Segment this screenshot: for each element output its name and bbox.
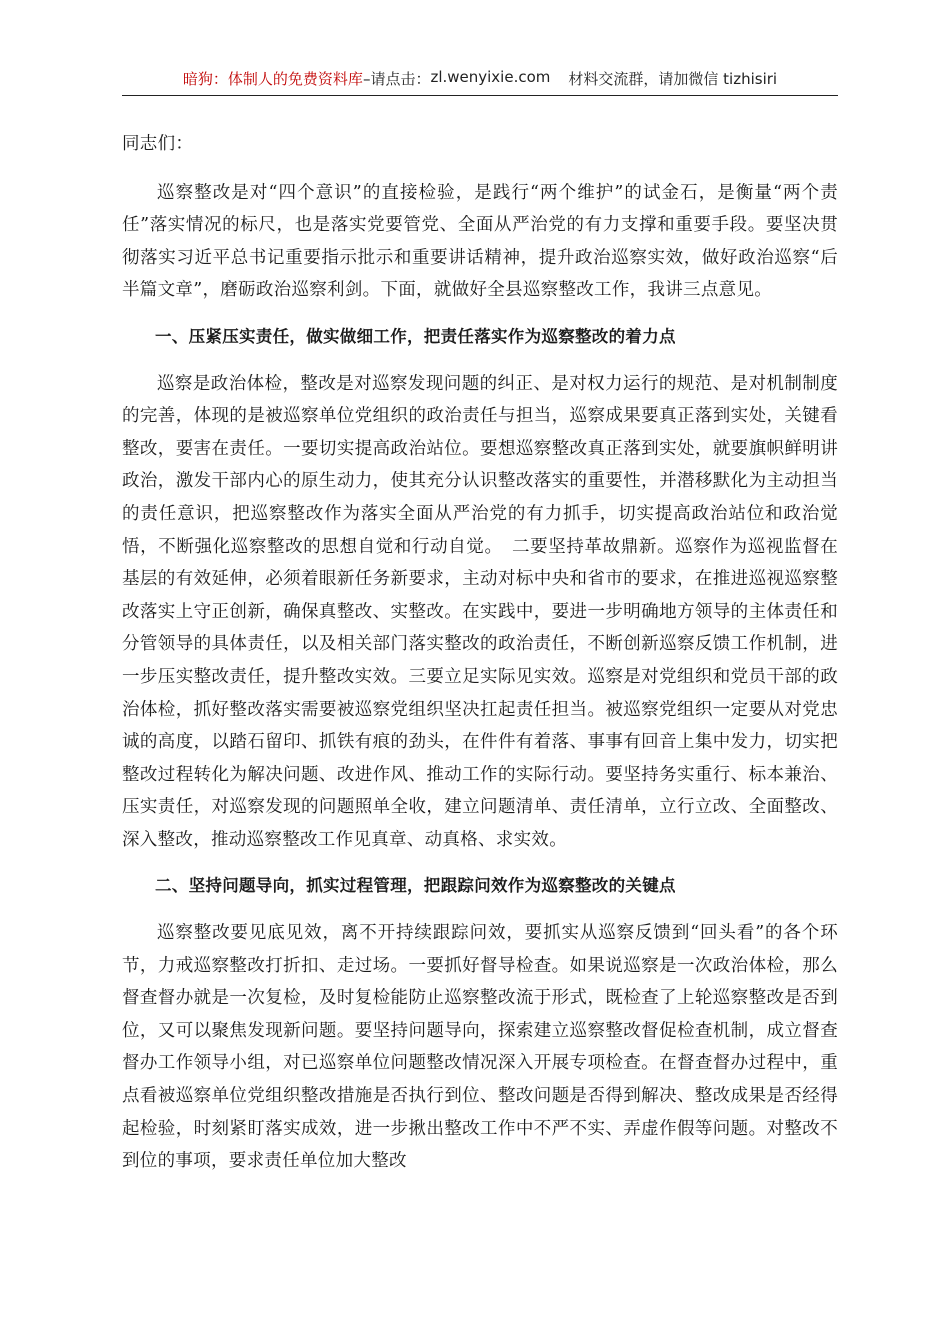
document-body (122, 128, 838, 1192)
header-click-prompt: –请点击： (362, 70, 431, 88)
section-1-heading: 一、压紧压实责任，做实做细工作，把责任落实作为巡察整改的着力点 (155, 326, 676, 346)
section-1-paragraph: 巡察是政治体检，整改是对巡察发现问题的纠正、是对权力运行的规范、是对机制制度的完善，体现的是被巡察单位党组织的政治责任与担当，巡察成果要真正落到实处，关键看整改，要害在责任。一要切实提高政治站位。要想巡察整改真正落到实处，就要旗帜鲜明讲政治，激发干部内心的原生动力，使其充分认识整改落实的重要性，并潜移默化为主动担当的责任意识，把巡察整改作为落实全面从严治党的有力抓手，切实提高政治站位和政治觉悟，不断强化巡察整改的思想自觉和行动自觉。 二要坚持革故鼎新。巡察作为巡视监督在基层的有效延伸，必须着眼新任务新要求，主动对标中央和省市的要求，在推进巡视巡察整改落实上守正创新，确保真整改、实整改。在实践中，要进一步明确地方领导的主体责任和分管领导的具体责任，以及相关部门落实整改的政治责任，不断创新巡察反馈工作机制，进一步压实整改责任，提升整改实效。三要立足实际见实效。巡察是对党组织和党员干部的政治体检，抓好整改落实需要被巡察党组织坚决扛起责任担当。被巡察党组织一定要从对党忠诚的高度，以踏石留印、抓铁有痕的劲头，在件件有着落、事事有回音上集中发力，切实把整改过程转化为解决问题、改进作风、推动工作的实际行动。要坚持务实重行、标本兼治、压实责任，对巡察发现的问题照单全收，建立问题清单、责任清单，立行立改、全面整改、深入整改，推动巡察整改工作见真章、动真格、求实效。 (122, 373, 838, 850)
header-site-name: 暗狗：体制人的免费资料库 (182, 70, 363, 88)
section-2-heading: 二、坚持问题导向，抓实过程管理，把跟踪问效作为巡察整改的关键点 (155, 876, 676, 896)
section-2-paragraph: 巡察整改要见底见效，离不开持续跟踪问效，要抓实从巡察反馈到“回头看”的各个环节，力戒巡察整改打折扣、走过场。一要抓好督导检查。如果说巡察是一次政治体检，那么督查督办就是一次复检，及时复检能防止巡察整改流于形式，既检查了上轮巡察整改是否到位，又可以聚焦发现新问题。要坚持问题导向，探索建立巡察整改督促检查机制，成立督查督办工作领导小组，对已巡察单位问题整改情况深入开展专项检查。在督查督办过程中，重点看被巡察单位党组织整改措施是否执行到位、整改问题是否得到解决、整改成果是否经得起检验，时刻紧盯落实成效，进一步揪出整改工作中不严不实、弄虚作假等问题。对整改不到位的事项，要求责任单位加大整改 (122, 923, 838, 1172)
page-header (122, 68, 838, 96)
intro-paragraph: 巡察整改是对“四个意识”的直接检验，是践行“两个维护”的试金石，是衡量“两个责任”落实情况的标尺，也是落实党要管党、全面从严治党的有力支撑和重要手段。要坚决贯彻落实习近平总书记重要指示批示和重要讲话精神，提升政治巡察实效，做好政治巡察“后半篇文章”，磨砺政治巡察利剑。下面，就做好全县巡察整改工作，我讲三点意见。 (122, 182, 838, 301)
salutation: 同志们： (122, 134, 194, 154)
header-wechat-note: 材料交流群，请加微信 tizhisiri (568, 70, 778, 88)
header-url-link[interactable]: zl.wenyixie.com (430, 68, 551, 86)
